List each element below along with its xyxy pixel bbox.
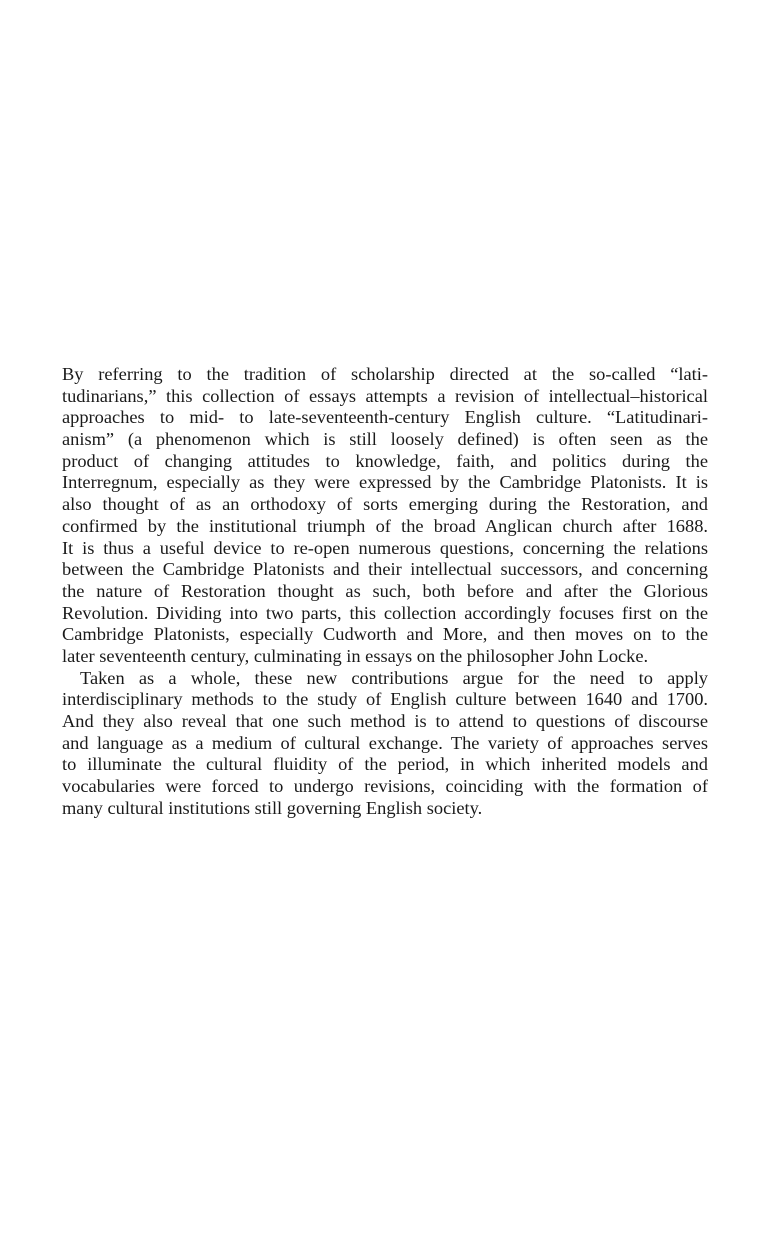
- text-line: the nature of Restoration thought as such, both before and after the Glorious: [62, 580, 708, 601]
- text-line: And they also reveal that one such method is to attend to questions of discourse: [62, 711, 708, 731]
- text-line: vocabularies were forced to undergo revisions, coinciding with the formation of: [62, 776, 708, 797]
- blurb-text: [62, 364, 708, 819]
- text-line: between the Cambridge Platonists and their intellectual successors, and concerning: [62, 559, 708, 580]
- text-line: to illuminate the cultural fluidity of the period, in which inherited models and: [62, 754, 708, 775]
- text-line: and language as a medium of cultural exchange. The variety of approaches serves: [62, 732, 708, 753]
- text-line: approaches to mid- to late-seventeenth-century English culture. “Latitudinari-: [62, 407, 708, 428]
- text-line: Interregnum, especially as they were expressed by the Cambridge Platonists. It is: [62, 472, 708, 493]
- text-line: Revolution. Dividing into two parts, this collection accordingly focuses first on the: [62, 602, 708, 623]
- text-line: product of changing attitudes to knowledge, faith, and politics during the: [62, 450, 708, 471]
- text-line: interdisciplinary methods to the study of English culture between 1640 and 1700.: [62, 689, 708, 710]
- text-line: tudinarians,” this collection of essays attempts a revision of intellectual–historical: [62, 385, 708, 406]
- text-line: many cultural institutions still governing English society.: [62, 797, 483, 818]
- paragraph-1: [62, 364, 708, 668]
- text-line: later seventeenth century, culminating in essays on the philosopher John Locke.: [62, 645, 649, 666]
- text-line: Taken as a whole, these new contributions argue for the need to apply: [80, 667, 708, 688]
- text-line: also thought of as an orthodoxy of sorts emerging during the Restoration, and: [62, 494, 708, 515]
- text-line: anism” (a phenomenon which is still loosely defined) is often seen as the: [62, 429, 708, 450]
- text-line: It is thus a useful device to re-open numerous questions, concerning the relations: [62, 537, 708, 558]
- text-line: confirmed by the institutional triumph of the broad Anglican church after 1688.: [62, 515, 708, 536]
- text-line: By referring to the tradition of scholarship directed at the so-called “lati-: [62, 364, 708, 384]
- text-line: Cambridge Platonists, especially Cudworth and More, and then moves on to the: [62, 624, 708, 645]
- paragraph-2: [62, 668, 708, 820]
